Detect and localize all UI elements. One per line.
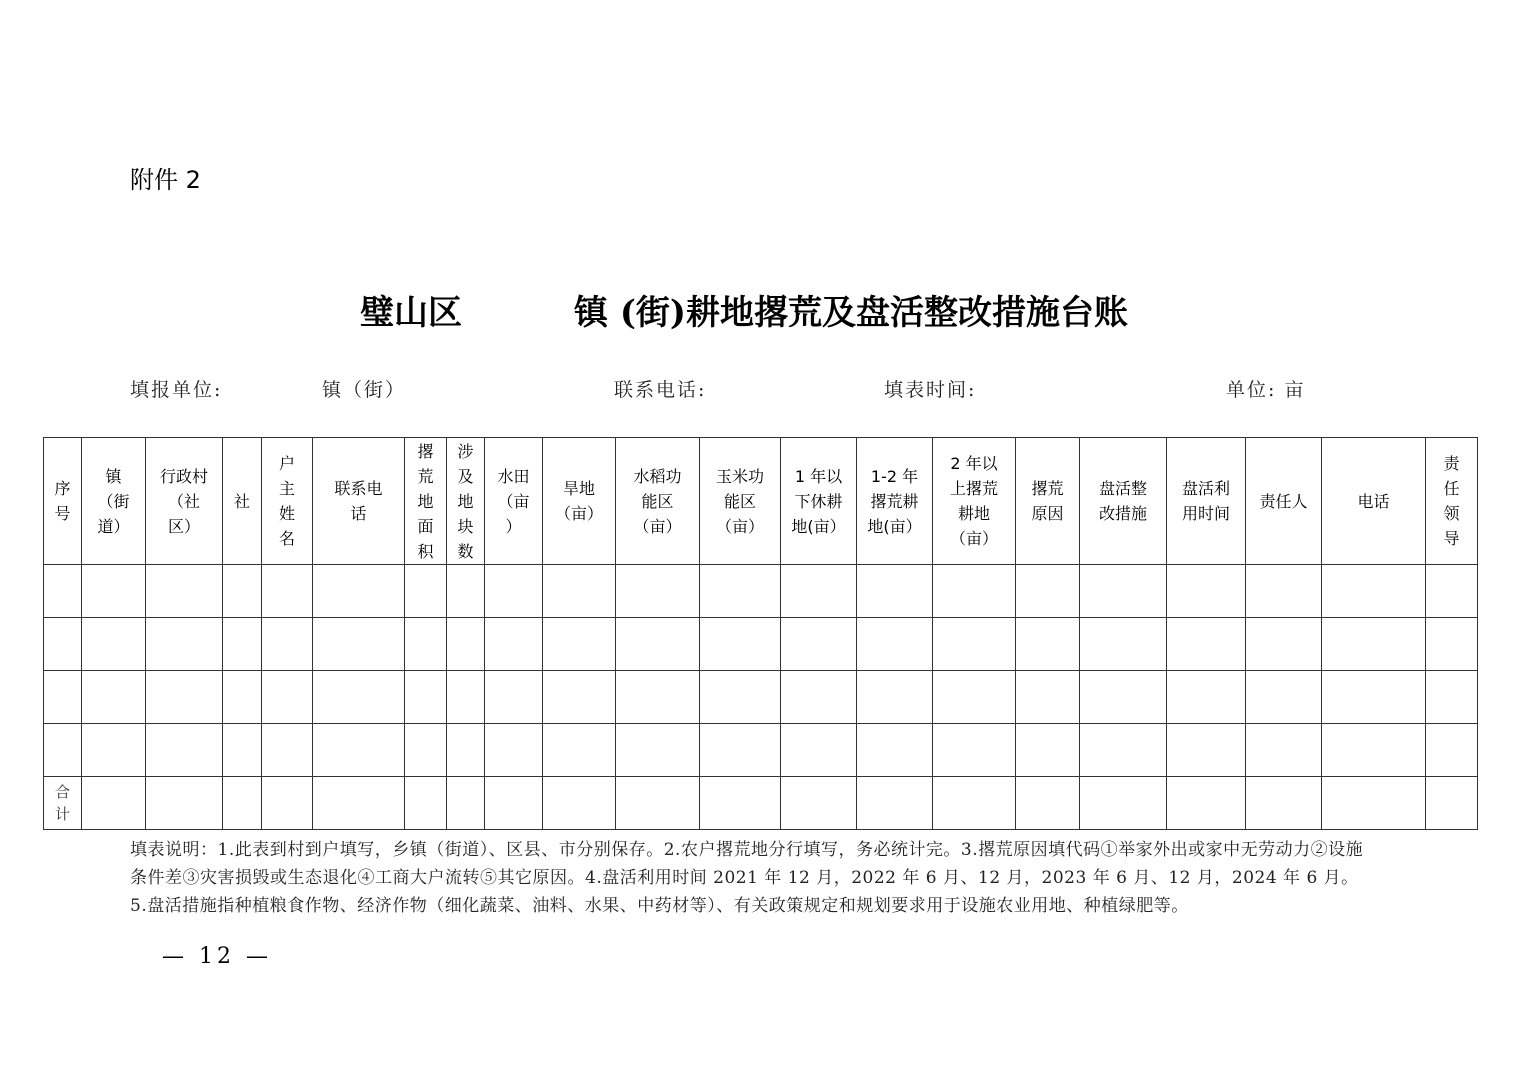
column-header [1016, 438, 1080, 565]
column-header [616, 438, 700, 565]
table-cell[interactable] [1426, 618, 1478, 671]
unit-of-measure-label: 单位: 亩 [1226, 379, 1306, 401]
table-cell[interactable] [1246, 565, 1322, 618]
table-cell[interactable] [313, 724, 405, 777]
table-cell[interactable] [82, 671, 146, 724]
column-header [405, 438, 447, 565]
column-header [700, 438, 781, 565]
table-cell[interactable] [781, 671, 857, 724]
table-cell[interactable] [405, 671, 447, 724]
fill-date-label: 填表时间: [884, 379, 977, 401]
table-cell[interactable] [146, 724, 223, 777]
table-cell[interactable] [1016, 565, 1080, 618]
table-cell[interactable] [1080, 671, 1167, 724]
table-cell[interactable] [700, 724, 781, 777]
column-header-label: 玉米功 能区 （亩） [715, 466, 764, 536]
table-cell[interactable] [1080, 777, 1167, 830]
table-cell[interactable] [405, 724, 447, 777]
table-cell[interactable] [1426, 671, 1478, 724]
column-header-label: 镇 （街 道） [97, 466, 130, 536]
table-cell[interactable] [223, 671, 262, 724]
table-cell[interactable] [781, 618, 857, 671]
table-cell[interactable] [44, 671, 82, 724]
table-cell[interactable] [857, 671, 933, 724]
table-cell[interactable] [700, 618, 781, 671]
table-cell[interactable] [616, 618, 700, 671]
page-number: — 12 — [162, 944, 272, 969]
table-cell[interactable] [543, 618, 616, 671]
table-cell[interactable] [1246, 777, 1322, 830]
table-cell[interactable] [313, 777, 405, 830]
table-cell[interactable] [616, 565, 700, 618]
column-header-label: 序 号 [54, 479, 71, 523]
column-header [1246, 438, 1322, 565]
table-cell[interactable] [781, 565, 857, 618]
column-header [313, 438, 405, 565]
table-cell[interactable] [313, 565, 405, 618]
table-cell[interactable] [146, 565, 223, 618]
table-cell[interactable] [700, 565, 781, 618]
table-cell[interactable] [1322, 671, 1426, 724]
table-cell[interactable] [82, 724, 146, 777]
table-cell[interactable] [405, 565, 447, 618]
table-cell[interactable] [313, 618, 405, 671]
total-row [44, 777, 1478, 830]
table-cell[interactable] [1246, 671, 1322, 724]
column-header-label: 涉 及 地 块 数 [457, 441, 474, 561]
table-cell[interactable] [1080, 618, 1167, 671]
column-header-label: 户 主 姓 名 [278, 454, 295, 548]
table-cell[interactable] [781, 724, 857, 777]
column-header [262, 438, 313, 565]
table-cell[interactable] [447, 777, 485, 830]
table-cell[interactable] [223, 565, 262, 618]
table-cell[interactable] [1426, 724, 1478, 777]
table-cell[interactable] [857, 724, 933, 777]
reporting-unit-label: 填报单位: [130, 379, 223, 401]
table-cell[interactable] [262, 724, 313, 777]
table-cell[interactable] [1016, 618, 1080, 671]
table-cell[interactable] [405, 618, 447, 671]
column-header [543, 438, 616, 565]
table-cell[interactable] [933, 618, 1016, 671]
table-cell[interactable] [485, 565, 543, 618]
column-header-label: 盘活整 改措施 [1098, 479, 1147, 523]
column-header-label: 电话 [1357, 491, 1390, 511]
column-header-label: 撂 荒 地 面 积 [417, 441, 434, 561]
total-label-text: 合 计 [54, 783, 70, 823]
column-header [1080, 438, 1167, 565]
table-cell[interactable] [1080, 724, 1167, 777]
table-cell[interactable] [44, 618, 82, 671]
table-cell[interactable] [1322, 618, 1426, 671]
table-cell[interactable] [405, 777, 447, 830]
table-cell[interactable] [1167, 777, 1246, 830]
contact-phone-label: 联系电话: [614, 379, 707, 401]
form-meta-row [0, 375, 1520, 405]
table-cell[interactable] [82, 777, 146, 830]
fill-instructions: 填表说明：1.此表到村到户填写，乡镇（街道）、区县、市分别保存。2.农户撂荒地分行填写，务必统计完。3.撂荒原因填代码①举家外出或家中无劳动力②设施条件差③灾害损毁或生态退化④工商大户流转⑤其它原因。4.盘活利用时间 2021 年 12 月，2022 年 6 月、12 月，2023 年 6 月、12 月，2024 年 6 月。5.盘活措施指种植粮食作物、经济作物（细化蔬菜、油料、水果、中药材等）、有关政策规定和规划要求用于设施农业用地、种植绿肥等。 [130, 840, 1364, 916]
table-cell[interactable] [146, 777, 223, 830]
table-cell[interactable] [82, 618, 146, 671]
table-cell[interactable] [857, 618, 933, 671]
table-cell[interactable] [543, 777, 616, 830]
column-header [44, 438, 82, 565]
header-row [44, 438, 1478, 565]
table-cell[interactable] [1080, 565, 1167, 618]
table-cell[interactable] [616, 777, 700, 830]
table-cell[interactable] [1167, 618, 1246, 671]
page-title [0, 285, 1520, 335]
table-cell[interactable] [857, 777, 933, 830]
column-header [857, 438, 933, 565]
table-cell[interactable] [262, 777, 313, 830]
table-cell[interactable] [933, 671, 1016, 724]
column-header-label: 水田 （亩 ） [497, 466, 530, 536]
column-header [1426, 438, 1478, 565]
table-cell[interactable] [223, 618, 262, 671]
column-header-label: 社 [233, 491, 250, 511]
table-cell[interactable] [262, 565, 313, 618]
table-cell[interactable] [223, 724, 262, 777]
column-header [1167, 438, 1246, 565]
column-header [146, 438, 223, 565]
table-cell[interactable] [933, 565, 1016, 618]
table-row [44, 724, 1478, 777]
table-cell[interactable] [1016, 724, 1080, 777]
table-cell[interactable] [313, 671, 405, 724]
table-cell[interactable] [543, 671, 616, 724]
table-cell[interactable] [1167, 724, 1246, 777]
table-cell[interactable] [447, 724, 485, 777]
table-cell[interactable] [262, 618, 313, 671]
table-cell[interactable] [700, 671, 781, 724]
column-header-label: 2 年以 上撂荒 耕地 （亩） [949, 454, 998, 548]
table-cell[interactable] [44, 724, 82, 777]
column-header-label: 1-2 年 撂荒耕 地(亩） [867, 466, 922, 536]
table-row [44, 565, 1478, 618]
table-cell[interactable] [447, 671, 485, 724]
total-label [44, 777, 82, 830]
column-header-label: 行政村 （社 区） [159, 466, 208, 536]
table-cell[interactable] [1246, 618, 1322, 671]
table-cell[interactable] [262, 671, 313, 724]
table-cell[interactable] [1167, 671, 1246, 724]
table-cell[interactable] [700, 777, 781, 830]
table-cell[interactable] [44, 565, 82, 618]
column-header [447, 438, 485, 565]
column-header-label: 撂荒 原因 [1031, 479, 1064, 523]
column-header-label: 联系电 话 [334, 479, 383, 523]
table-cell[interactable] [82, 565, 146, 618]
title-district: 璧山区 [360, 293, 462, 333]
table-cell[interactable] [1322, 777, 1426, 830]
table-row [44, 618, 1478, 671]
table-cell[interactable] [447, 618, 485, 671]
column-header [82, 438, 146, 565]
table-cell[interactable] [781, 777, 857, 830]
table-row [44, 671, 1478, 724]
table-cell[interactable] [146, 618, 223, 671]
title-rest: 镇 (街)耕地撂荒及盘活整改措施台账 [574, 293, 1129, 333]
table-cell[interactable] [146, 671, 223, 724]
table-cell[interactable] [933, 777, 1016, 830]
table-cell[interactable] [447, 565, 485, 618]
table-cell[interactable] [616, 671, 700, 724]
column-header [1322, 438, 1426, 565]
table-cell[interactable] [485, 671, 543, 724]
table-cell[interactable] [1016, 671, 1080, 724]
column-header-label: 旱地 （亩） [554, 479, 603, 523]
table-cell[interactable] [1426, 777, 1478, 830]
table-cell[interactable] [485, 777, 543, 830]
column-header [781, 438, 857, 565]
table-cell[interactable] [543, 724, 616, 777]
table-cell[interactable] [485, 618, 543, 671]
table-cell[interactable] [223, 777, 262, 830]
column-header-label: 责任人 [1259, 491, 1308, 511]
table-cell[interactable] [857, 565, 933, 618]
column-header [485, 438, 543, 565]
column-header [223, 438, 262, 565]
attachment-label: 附件 2 [130, 166, 201, 194]
table-cell[interactable] [543, 565, 616, 618]
table-cell[interactable] [1246, 724, 1322, 777]
table-cell[interactable] [1426, 565, 1478, 618]
column-header-label: 盘活利 用时间 [1181, 479, 1230, 523]
table-cell[interactable] [933, 724, 1016, 777]
table-cell[interactable] [485, 724, 543, 777]
table-cell[interactable] [1167, 565, 1246, 618]
ledger-table [43, 437, 1478, 830]
column-header-label: 责 任 领 导 [1443, 454, 1460, 548]
table-cell[interactable] [1322, 565, 1426, 618]
table-cell[interactable] [616, 724, 700, 777]
town-label: 镇（街） [322, 379, 407, 401]
column-header-label: 水稻功 能区 （亩） [633, 466, 682, 536]
column-header-label: 1 年以 下休耕 地(亩） [791, 466, 846, 536]
table-cell[interactable] [1322, 724, 1426, 777]
table-cell[interactable] [1016, 777, 1080, 830]
column-header [933, 438, 1016, 565]
